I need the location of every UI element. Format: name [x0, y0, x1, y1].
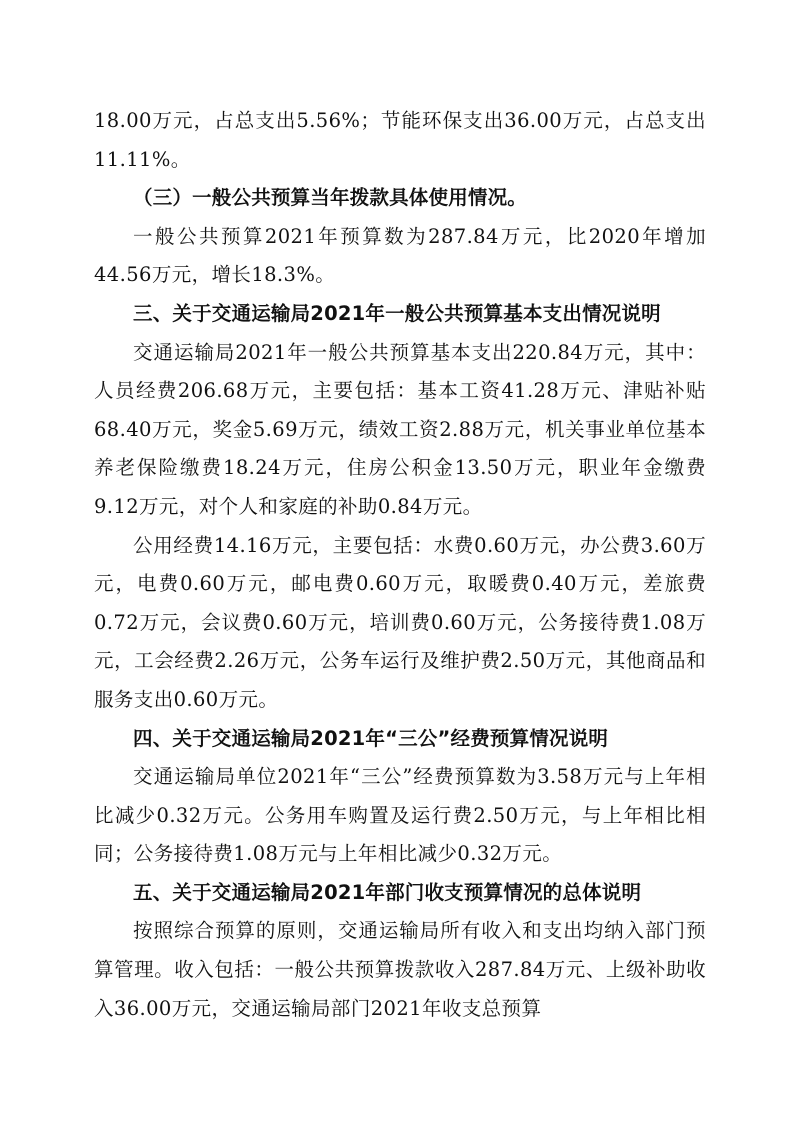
- subheading-appropriation-usage: （三）一般公共预算当年拨款具体使用情况。: [133, 186, 528, 210]
- paragraph-budget-total: 一般公共预算2021年预算数为287.84万元，比2020年增加44.56万元，增长18.3%。: [94, 224, 706, 287]
- heading-three-public-expenses: 四、关于交通运输局2021年“三公”经费预算情况说明: [133, 726, 609, 750]
- paragraph-public-expenses: 公用经费14.16万元，主要包括：水费0.60万元，办公费3.60万元，电费0.60万元，邮电费0.60万元，取暖费0.40万元，差旅费0.72万元，会议费0.60万元，培训费0.60万元，公务接待费1.08万元，工会经费2.26万元，公务车运行及维护费2.50万元，其他商品和服务支出0.60万元。: [94, 533, 706, 711]
- paragraph-expenditure-share: 18.00万元，占总支出5.56%；节能环保支出36.00万元，占总支出11.11%。: [94, 109, 706, 171]
- paragraph-personnel-expenses: 交通运输局2021年一般公共预算基本支出220.84万元，其中：人员经费206.68万元，主要包括：基本工资41.28万元、津贴补贴68.40万元，奖金5.69万元，绩效工资2.88万元，机关事业单位基本养老保险缴费18.24万元，住房公积金13.50万元，职业年金缴费9.12万元，对个人和家庭的补助0.84万元。: [94, 340, 706, 518]
- document-page: [94, 102, 706, 1028]
- heading-basic-expenditure: 三、关于交通运输局2021年一般公共预算基本支出情况说明: [133, 301, 661, 325]
- paragraph-three-public-budget: 交通运输局单位2021年“三公”经费预算数为3.58万元与上年相比减少0.32万元。公务用车购置及运行费2.50万元，与上年相比相同；公务接待费1.08万元与上年相比减少0.32万元。: [94, 765, 706, 866]
- paragraph-overall-budget: 按照综合预算的原则，交通运输局所有收入和支出均纳入部门预算管理。收入包括：一般公共预算拨款收入287.84万元、上级补助收入36.00万元，交通运输局部门2021年收支总预算: [94, 919, 706, 1020]
- heading-overall-budget: 五、关于交通运输局2021年部门收支预算情况的总体说明: [133, 880, 642, 904]
